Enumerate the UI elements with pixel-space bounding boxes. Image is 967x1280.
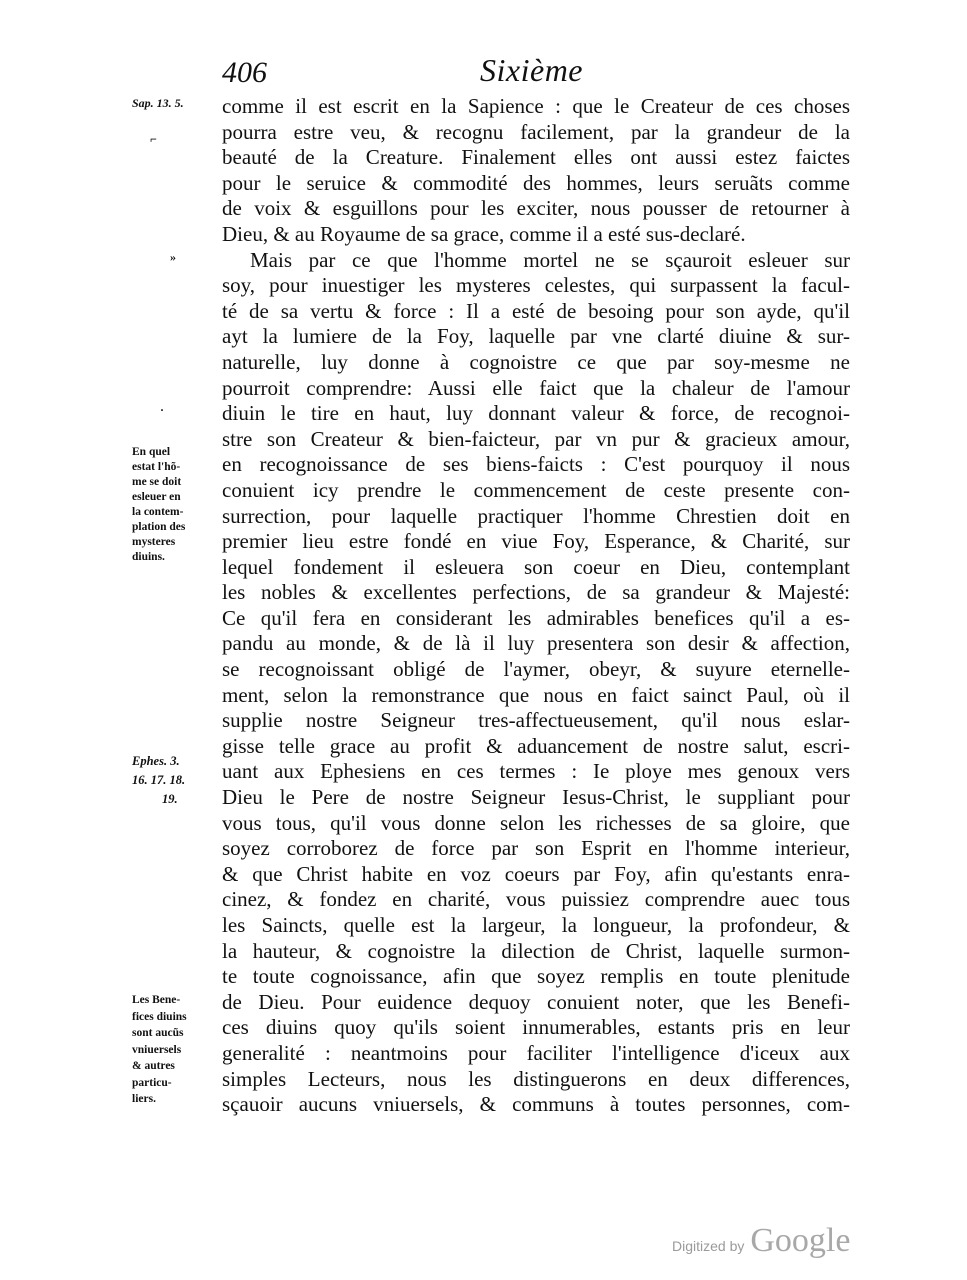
note-line: sont aucũs [132, 1027, 184, 1039]
text-line: conuient icy prendre le commencement de ceste presente con- [222, 477, 850, 502]
text-line: se recognoissant obligé de l'aymer, obeyr, & suyure eternelle- [222, 657, 850, 682]
note-line: particu- [132, 1076, 172, 1089]
running-title: Sixième [480, 52, 583, 88]
text-line: simples Lecteurs, nous les distinguerons en deux differences, [222, 1066, 850, 1091]
note-line: Les Bene- [132, 994, 181, 1006]
text-line: generalité : neantmoins pour faciliter l'intelligence d'iceux aux [222, 1040, 850, 1065]
margin-note-contemplation [132, 445, 212, 565]
text-line: pourroit comprendre: Aussi elle faict que la chaleur de l'amour [222, 375, 850, 400]
note-line: diuins. [132, 551, 165, 563]
text-line: gisse telle grace au profit & aduancement de nostre salut, escri- [222, 733, 850, 758]
text-line: Ce qu'il fera en considerant les admirables benefices qu'il a es- [222, 605, 850, 630]
text-line: premier lieu estre fondé en viue Foy, Esperance, & Charité, sur [222, 529, 850, 554]
note-line: estat l'hõ- [132, 461, 181, 473]
note-line: Ephes. 3. [132, 754, 180, 768]
text-line: ces diuins quoy qu'ils soient innumerables, estants pris en leur [222, 1015, 850, 1040]
text-line: beauté de la Creature. Finalement elles ont aussi estez faictes [222, 145, 850, 170]
text-line: ayt la lumiere de la Foy, laquelle par vne clarté diuine & sur- [222, 324, 850, 349]
text-line: surrection, pour laquelle practiquer l'homme Chrestien doit en [222, 503, 850, 528]
margin-mark: ⌐ [150, 132, 157, 146]
text-line: sçauoir aucuns vniuersels, & communs à toutes personnes, com- [222, 1092, 850, 1117]
text-line: pandu au monde, & de là il luy presentera son desir & affection, [222, 631, 850, 656]
text-line: supplie nostre Seigneur tres-affectueusement, qu'il nous eslar- [222, 708, 850, 733]
note-line: esleuer en [132, 491, 181, 503]
text-line: vous tous, qu'il vous donne selon les richesses de sa gloire, que [222, 810, 850, 835]
note-line: 19. [162, 792, 178, 806]
note-line: me se doit [132, 476, 182, 488]
body-text [222, 94, 850, 1118]
note-line: En quel [132, 446, 171, 458]
text-line: stre son Createur & bien-faicteur, par vn pur & gracieux amour, [222, 426, 850, 451]
text-line: soy, pour inuestiger les mysteres celestes, qui surpassent la facul- [222, 273, 850, 298]
text-line: Dieu, & au Royaume de sa grace, comme il a esté sus-declaré. [222, 221, 746, 246]
margin-note-ephesians-ref [132, 752, 212, 809]
margin-mark: » [170, 250, 176, 264]
text-line: Mais par ce que l'homme mortel ne se sçauroit esleuer sur [250, 247, 850, 272]
page-number: 406 [222, 56, 267, 89]
text-line: les Saincts, quelle est la largeur, la longueur, la profondeur, & [222, 913, 850, 937]
google-logo: Google [750, 1222, 851, 1259]
text-line: lequel fondement il esleuera son coeur en Dieu, contemplant [222, 554, 850, 579]
text-line: cinez, & fondez en charité, vous puissiez comprendre auec tous [222, 887, 850, 912]
note-line: vniuersels [132, 1043, 182, 1056]
text-line: les nobles & excellentes perfections, de sa grandeur & Majesté: [222, 580, 850, 605]
note-line: Sap. 13. 5. [132, 96, 184, 110]
text-line: de voix & esguillons pour les exciter, nous pousser de retourner à [222, 196, 850, 221]
text-line: te toute cognoissance, afin que soyez remplis en toute plenitude [222, 964, 850, 989]
text-line: pour le seruice & commodité des hommes, leurs seruãts comme [222, 170, 850, 195]
text-line: en recognoissance de ses biens-faicts : C'est pourquoy il nous [222, 452, 850, 477]
text-line: & que Christ habite en voz coeurs par Foy, afin qu'estants enra- [222, 861, 850, 886]
text-line: ment, selon la remonstrance que nous en faict sainct Paul, où il [222, 682, 850, 707]
text-line: Dieu le Pere de nostre Seigneur Iesus-Christ, le suppliant pour [222, 785, 850, 810]
text-line: uant aux Ephesiens en ces termes : Ie ploye mes genoux vers [222, 759, 850, 784]
text-line: soyez corroborez de force par son Esprit en l'homme interieur, [222, 836, 850, 861]
note-line: plation des [132, 521, 186, 533]
margin-note-benefices [132, 992, 212, 1108]
note-line: 16. 17. 18. [132, 773, 186, 787]
text-line: pourra estre veu, & recognu facilement, par la grandeur de la [222, 119, 850, 144]
digitized-watermark [672, 1222, 850, 1260]
text-line: de Dieu. Pour euidence dequoy conuient noter, que les Benefi- [222, 989, 850, 1014]
text-line: comme il est escrit en la Sapience : que le Createur de ces choses [222, 94, 850, 118]
text-line: diuin le tire en haut, luy donnant valeur & force, de recognoi- [222, 401, 850, 426]
text-line: la hauteur, & cognoistre la dilection de Christ, laquelle surmon- [222, 938, 850, 963]
text-line: naturelle, luy donne à cognoistre ce que par soy-mesme ne [222, 349, 850, 374]
margin-mark: · [160, 403, 165, 417]
text-line: té de sa vertu & force : Il a esté de besoing pour son ayde, qu'il [222, 298, 850, 323]
margin-note-sapience-ref [132, 96, 212, 111]
note-line: fices diuins [132, 1010, 187, 1023]
note-line: mysteres [132, 536, 176, 548]
note-line: & autres [132, 1060, 175, 1072]
note-line: liers. [132, 1093, 156, 1105]
watermark-prefix: Digitized by [672, 1238, 745, 1254]
note-line: la contem- [132, 506, 184, 518]
